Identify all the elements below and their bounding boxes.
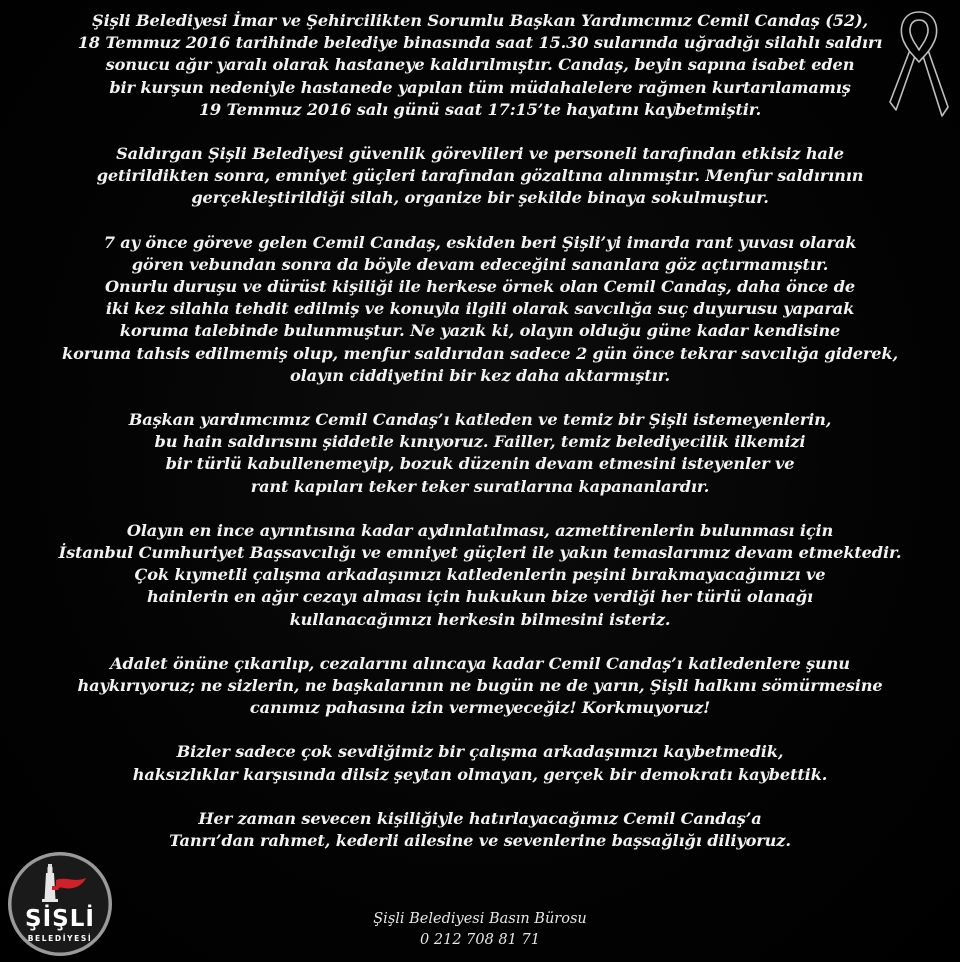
statement-paragraph-4 [20,409,940,498]
black-mourning-ribbon-icon [888,6,950,118]
statement-line: olayın ciddiyetini bir kez daha aktarmıştır. [289,365,671,385]
statement-line: Her zaman sevecen kişiliğiyle hatırlayacağımız Cemil Candaş’a [198,808,762,828]
statement-line: haykırıyoruz; ne sizlerin, ne başkalarının ne bugün ne de yarın, Şişli halkını sömürmesine [77,676,883,696]
press-office-signature [0,909,960,951]
statement-line: kullanacağımızı herkesin bilmesini isteriz. [289,609,671,629]
statement-paragraph-3 [20,232,940,387]
statement-line: Onurlu duruşu ve dürüst kişiliği ile herkese örnek olan Cemil Candaş, daha önce de [104,277,856,297]
statement-line: bu hain saldırısını şiddetle kınıyoruz. Failler, temiz belediyecilik ilkemizi [154,432,806,452]
statement-line: 18 Temmuz 2016 tarihinde belediye binasında saat 15.30 sularında uğradığı silahlı saldırı [77,33,883,53]
statement-line: hainlerin en ağır cezayı alması için hukukun bize verdiği her türlü olanağı [146,587,814,607]
statement-line: rant kapıları teker teker suratlarına kapananlardır. [250,476,710,496]
logo-wordmark: ŞİŞLİ [25,906,95,932]
press-office-phone: 0 212 708 81 71 [420,932,540,948]
statement-line: 7 ay önce göreve gelen Cemil Candaş, eskiden beri Şişli’yi imarda rant yuvası olarak [103,232,857,252]
statement-line: Olayın en ince ayrıntısına kadar aydınlatılması, azmettirenlerin bulunması için [126,520,834,540]
statement-line: bir kurşun nedeniyle hastanede yapılan tüm müdahalelere rağmen kurtarılamamış [109,77,851,97]
statement-paragraph-8 [20,808,940,852]
statement-line: Saldırgan Şişli Belediyesi güvenlik görevlileri ve personeli tarafından etkisiz hale [116,144,844,164]
statement-line: canımız pahasına izin vermeyeceğiz! Korkmuyoruz! [249,698,711,718]
statement-line: Adalet önüne çıkarılıp, cezalarını alıncaya kadar Cemil Candaş’ı katledenlere şunu [110,653,850,673]
statement-line: koruma talebinde bulunmuştur. Ne yazık ki, olayın olduğu güne kadar kendisine [119,321,841,341]
statement-line: koruma tahsis edilmemiş olup, menfur saldırıdan sadece 2 gün önce tekrar savcılığa giderek, [62,343,898,363]
statement-paragraph-7 [20,741,940,785]
statement-line: Tanrı’dan rahmet, kederli ailesine ve sevenlerine başsağlığı diliyoruz. [169,831,791,851]
statement-paragraph-5 [20,520,940,631]
press-office-name: Şişli Belediyesi Basın Bürosu [373,911,587,927]
logo-subtitle: BELEDİYESİ [27,934,93,943]
statement-line: Şişli Belediyesi İmar ve Şehircilikten Sorumlu Başkan Yardımcımız Cemil Candaş (52), [92,11,868,30]
statement-line: haksızlıklar karşısında dilsiz şeytan olmayan, gerçek bir demokratı kaybettik. [132,764,828,784]
statement-line: iki kez silahla tehdit edilmiş ve konuyla ilgili olarak savcılığa suç duyurusu yaparak [105,299,855,319]
statement-line: bir türlü kabullenemeyip, bozuk düzenin devam etmesini isteyenler ve [165,454,795,474]
statement-paragraph-2 [20,143,940,210]
statement-line: gören vebundan sonra da böyle devam edeceğini sananlara göz açtırmamıştır. [131,254,829,274]
statement-line: İstanbul Cumhuriyet Başsavcılığı ve emniyet güçleri ile yakın temaslarımız devam etmektedir. [58,543,902,563]
condolence-statement [20,10,940,874]
statement-paragraph-1 [20,10,940,121]
statement-line: Çok kıymetli çalışma arkadaşımızı katledenlerin peşini bırakmayacağımızı ve [134,565,826,585]
statement-line: 19 Temmuz 2016 salı günü saat 17:15’te hayatını kaybetmiştir. [198,99,762,119]
statement-paragraph-6 [20,653,940,720]
statement-line: Bizler sadece çok sevdiğimiz bir çalışma arkadaşımızı kaybetmedik, [176,742,784,762]
statement-line: gerçekleştirildiği silah, organize bir şekilde binaya sokulmuştur. [191,188,769,208]
statement-line: Başkan yardımcımız Cemil Candaş’ı katleden ve temiz bir Şişli istemeyenlerin, [128,410,832,430]
statement-line: sonucu ağır yaralı olarak hastaneye kaldırılmıştır. Candaş, beyin sapına isabet eden [105,55,855,75]
sisli-municipality-logo [6,850,114,958]
statement-line: getirildikten sonra, emniyet güçleri tarafından gözaltına alınmıştır. Menfur saldırının [96,166,864,186]
